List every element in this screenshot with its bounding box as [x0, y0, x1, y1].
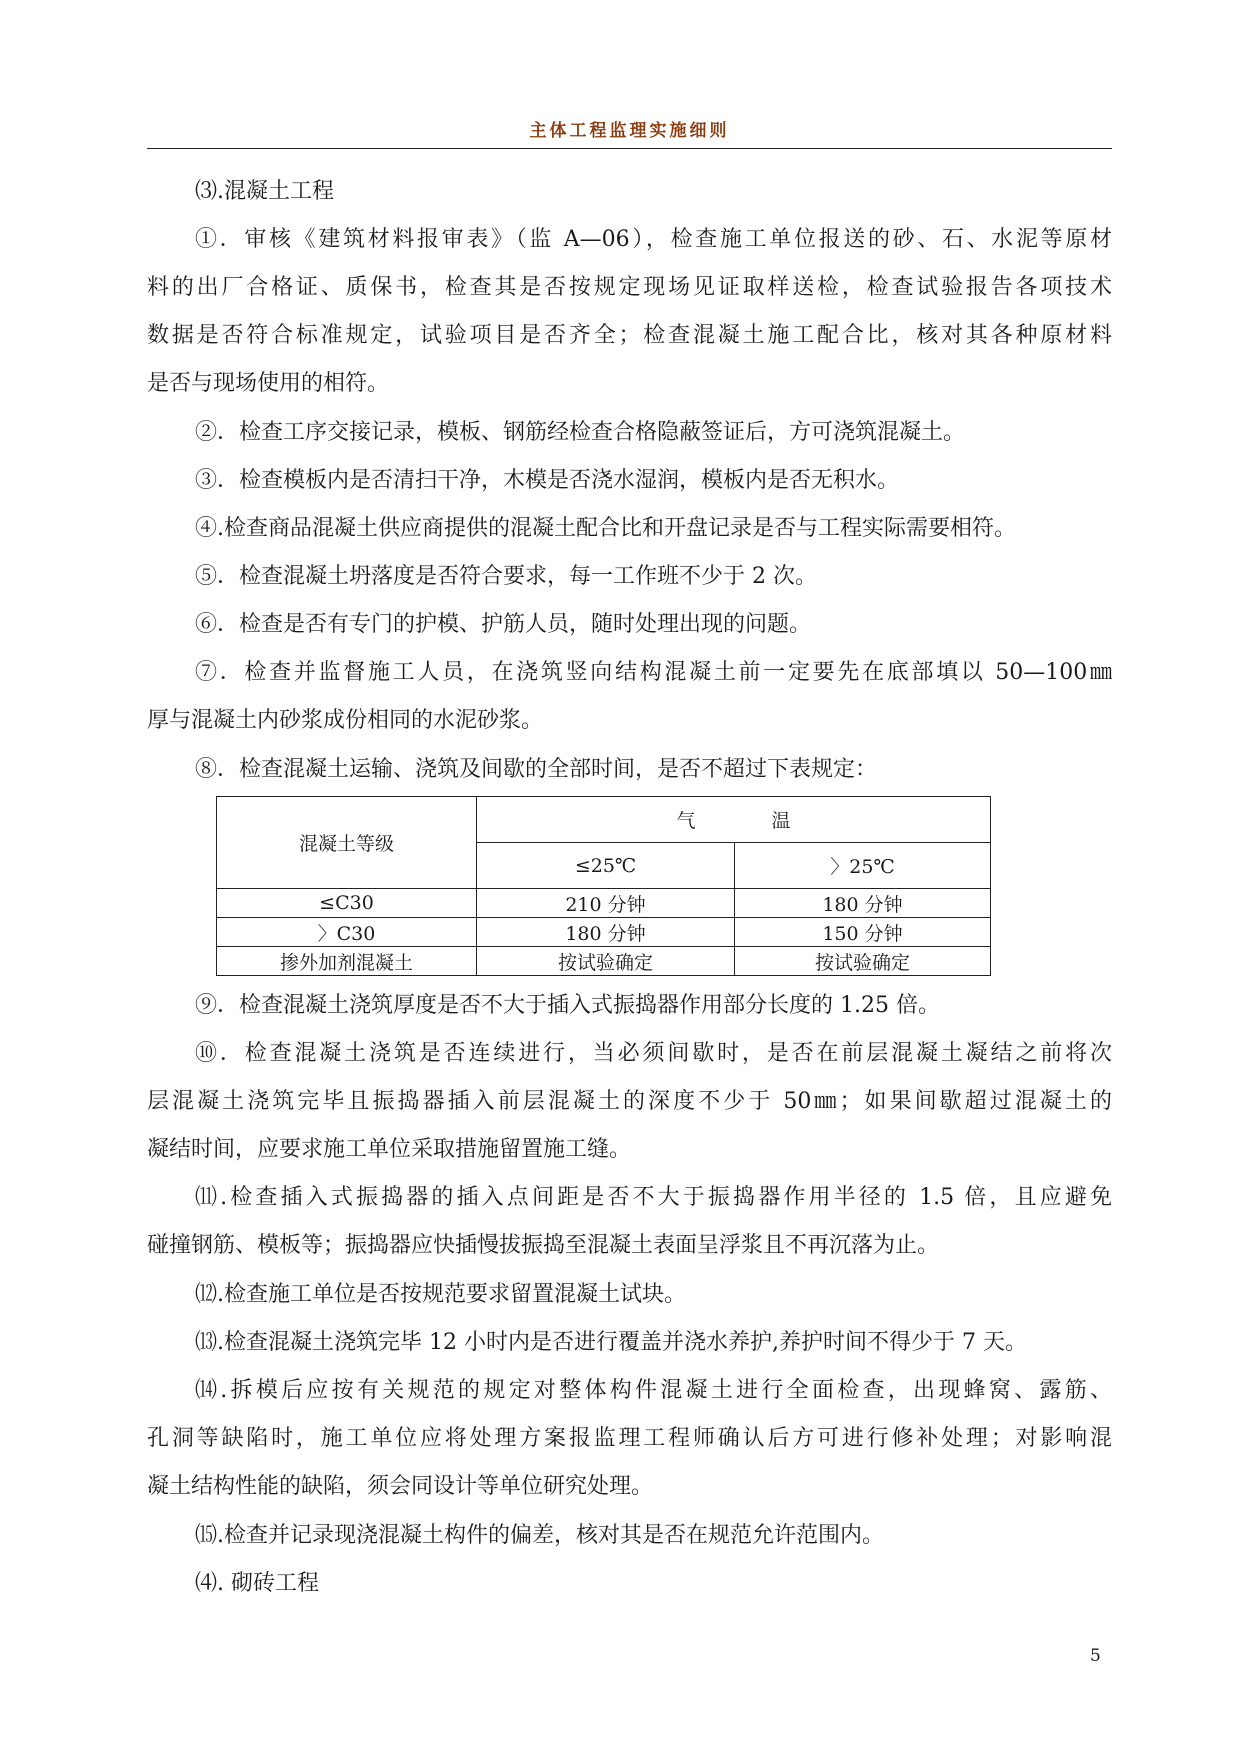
paragraph-line: ⑾.检查插入式振捣器的插入点间距是否不大于振捣器作用半径的 1.5 倍，且应避免: [195, 1185, 1112, 1210]
page-number: 5: [1090, 1646, 1101, 1666]
table-header-grade: 混凝土等级: [217, 797, 477, 889]
paragraph-line: ⑿.检查施工单位是否按规范要求留置混凝土试块。: [195, 1282, 686, 1307]
table-header-temperature: 气 温: [477, 797, 991, 843]
paragraph-line: 凝土结构性能的缺陷，须会同设计等单位研究处理。: [147, 1474, 654, 1499]
paragraph-line: ⑧．检查混凝土运输、浇筑及间歇的全部时间，是否不超过下表规定：: [195, 757, 878, 782]
paragraph-line: 是否与现场使用的相符。: [147, 371, 390, 396]
paragraph-line: ①．审核《建筑材料报审表》（监 A—06），检查施工单位报送的砂、石、水泥等原材: [195, 227, 1112, 252]
paragraph-line: ⑥．检查是否有专门的护模、护筋人员，随时处理出现的问题。: [195, 612, 812, 637]
paragraph-line: 层混凝土浇筑完毕且振捣器插入前层混凝土的深度不少于 50㎜；如果间歇超过混凝土的: [147, 1089, 1112, 1114]
paragraph-line: ⒁.拆模后应按有关规范的规定对整体构件混凝土进行全面检查，出现蜂窝、露筋、: [195, 1378, 1112, 1403]
table-cell-low: 210 分钟: [477, 889, 735, 918]
paragraph-line: ⑦．检查并监督施工人员，在浇筑竖向结构混凝土前一定要先在底部填以 50—100㎜: [195, 660, 1112, 685]
table-row: [217, 947, 991, 976]
paragraph-line: ④.检查商品混凝土供应商提供的混凝土配合比和开盘记录是否与工程实际需要相符。: [195, 516, 1016, 541]
table-header-temp-high: 〉25℃: [735, 843, 991, 889]
paragraph-line: ⒂.检查并记录现浇混凝土构件的偏差，核对其是否在规范允许范围内。: [195, 1523, 884, 1548]
section-heading: ⑶.混凝土工程: [195, 179, 334, 204]
table-row: [217, 889, 991, 918]
table-cell-grade: 〉C30: [217, 918, 477, 947]
table-cell-grade: ≤C30: [217, 889, 477, 918]
header-rule: [147, 148, 1112, 149]
table-row: [217, 918, 991, 947]
paragraph-line: ③．检查模板内是否清扫干净，木模是否浇水湿润，模板内是否无积水。: [195, 468, 900, 493]
paragraph-line: 数据是否符合标准规定，试验项目是否齐全；检查混凝土施工配合比，核对其各种原材料: [147, 323, 1112, 348]
table-cell-high: 150 分钟: [735, 918, 991, 947]
table-cell-grade: 掺外加剂混凝土: [217, 947, 477, 976]
next-section-heading: ⑷. 砌砖工程: [195, 1571, 319, 1596]
paragraph-line: 凝结时间，应要求施工单位采取措施留置施工缝。: [147, 1137, 632, 1162]
paragraph-line: 孔洞等缺陷时，施工单位应将处理方案报监理工程师确认后方可进行修补处理；对影响混: [147, 1426, 1112, 1451]
paragraph-line: 料的出厂合格证、质保书，检查其是否按规定现场见证取样送检，检查试验报告各项技术: [147, 275, 1112, 300]
paragraph-line: ⒀.检查混凝土浇筑完毕 12 小时内是否进行覆盖并浇水养护,养护时间不得少于 7 天。: [195, 1330, 1027, 1355]
paragraph-line: ②．检查工序交接记录，模板、钢筋经检查合格隐蔽签证后，方可浇筑混凝土。: [195, 420, 966, 445]
paragraph-line: ⑤．检查混凝土坍落度是否符合要求，每一工作班不少于 2 次。: [195, 564, 817, 589]
paragraph-line: 碰撞钢筋、模板等；振捣器应快插慢拔振捣至混凝土表面呈浮浆且不再沉落为止。: [147, 1233, 940, 1258]
paragraph-line: ⑩．检查混凝土浇筑是否连续进行，当必须间歇时，是否在前层混凝土凝结之前将次: [195, 1041, 1112, 1066]
paragraph-line: ⑨．检查混凝土浇筑厚度是否不大于插入式振捣器作用部分长度的 1.25 倍。: [195, 993, 940, 1018]
pouring-time-table: [216, 796, 991, 976]
table-cell-high: 180 分钟: [735, 889, 991, 918]
table-cell-low: 180 分钟: [477, 918, 735, 947]
table-cell-low: 按试验确定: [477, 947, 735, 976]
table-cell-high: 按试验确定: [735, 947, 991, 976]
paragraph-line: 厚与混凝土内砂浆成份相同的水泥砂浆。: [147, 708, 544, 733]
running-header: 主体工程监理实施细则: [529, 121, 730, 141]
table-header-temp-low: ≤25℃: [477, 843, 735, 889]
